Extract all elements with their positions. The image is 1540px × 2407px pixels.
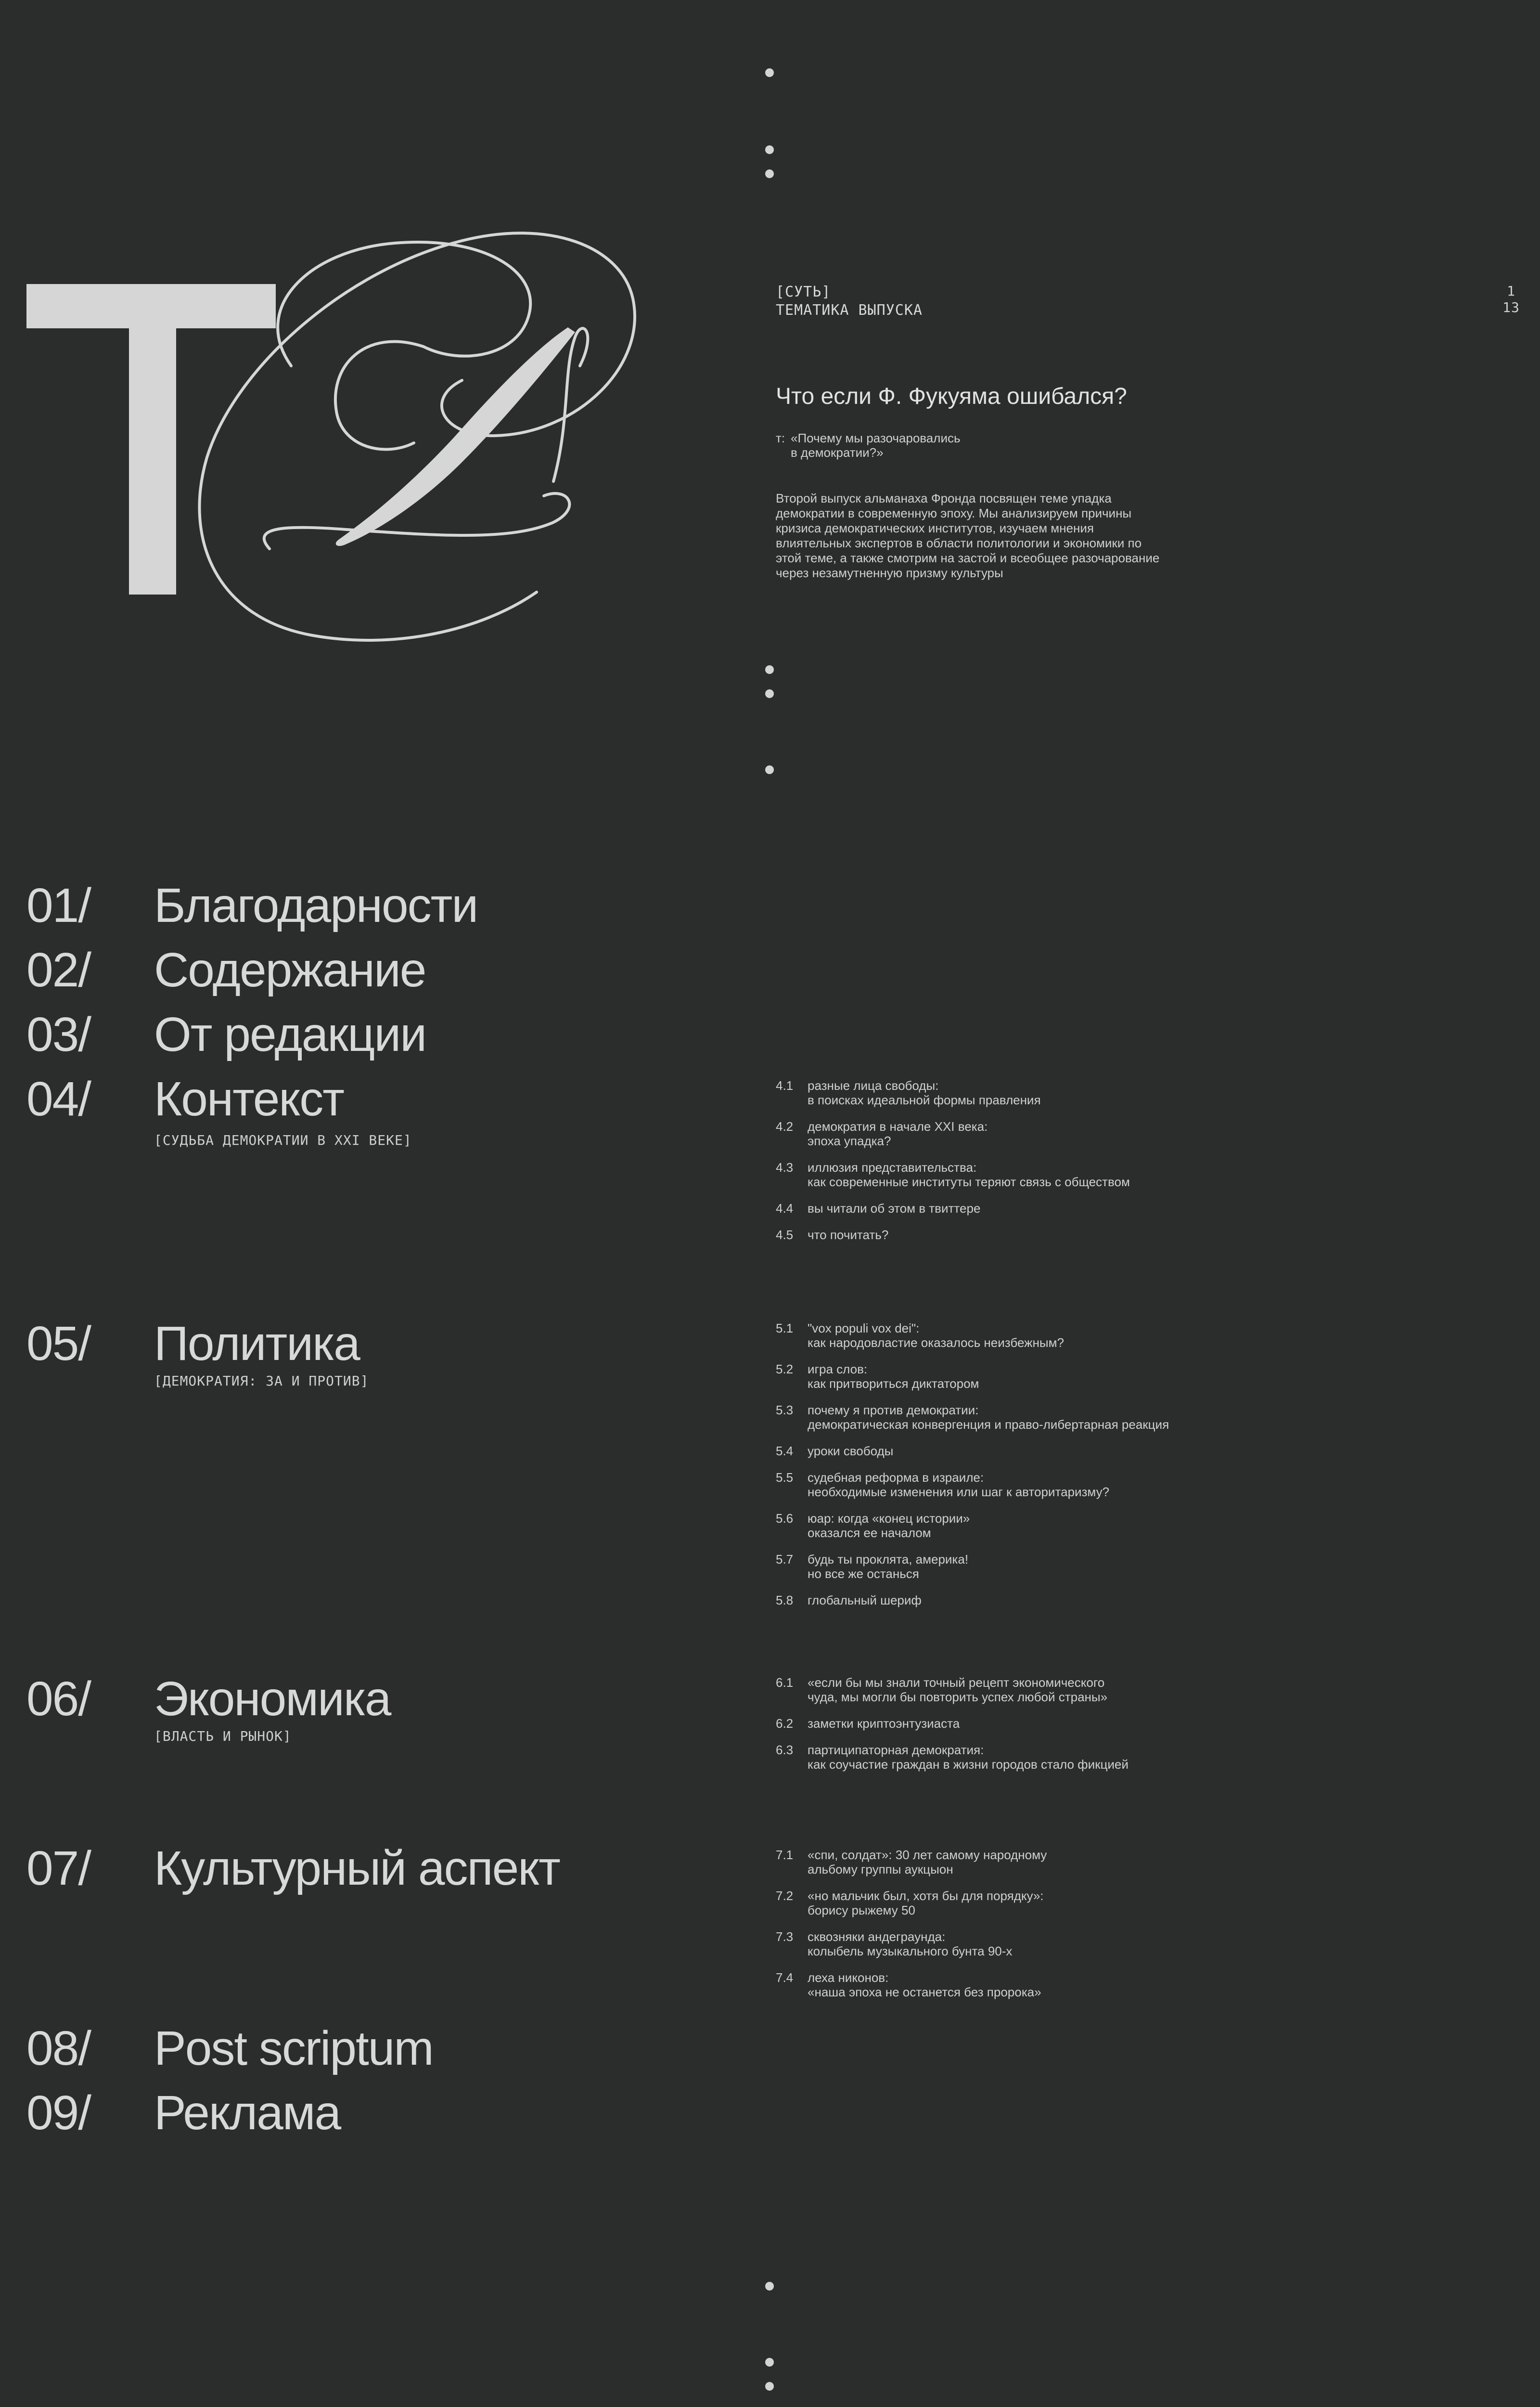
quote-line: в демократии?»: [791, 445, 884, 460]
subsection-number: 7.3: [776, 1929, 794, 1944]
logo-script-monogram: [0, 0, 674, 674]
subsection-item[interactable]: [776, 1470, 1257, 1499]
quote-line: «Почему мы разочаровались: [791, 431, 961, 445]
subsection-title: игра слов: как притвориться диктатором: [808, 1362, 979, 1391]
subsection-number: 5.6: [776, 1511, 794, 1526]
kicker-title: ТЕМАТИКА ВЫПУСКА: [776, 302, 923, 319]
decor-dot: [765, 169, 774, 178]
page-counter: [1492, 283, 1530, 316]
subsection-number: 5.2: [776, 1362, 794, 1376]
subsection-item[interactable]: [776, 1119, 1257, 1148]
subsection-title: глобальный шериф: [808, 1593, 922, 1607]
quote-prefix: т:: [776, 431, 785, 445]
kicker-label: [СУТЬ]: [776, 284, 831, 300]
decor-dot: [765, 2282, 774, 2291]
subsection-item[interactable]: [776, 1444, 1257, 1458]
subsection-title: сквозняки андеграунда: колыбель музыкального бунта 90-х: [808, 1929, 1013, 1958]
subsection-number: 4.2: [776, 1119, 794, 1134]
subsection-item[interactable]: [776, 1552, 1257, 1581]
issue-intro: Второй выпуск альманаха Фронда посвящен теме упадка демократии в современную эпоху. Мы анализируем причины кризиса демократических институтов, изучаем мнения влиятельных экспертов в области политологии и экономики по этой теме, а также смотрим на застой и всеобщее разочарование через незамутненную призму культуры: [776, 491, 1160, 580]
subsection-number: 4.5: [776, 1228, 794, 1242]
toc-title[interactable]: Контекст: [154, 1072, 344, 1126]
subsection-title: вы читали об этом в твиттере: [808, 1201, 981, 1216]
toc-number: 04/: [26, 1072, 91, 1126]
subsection-list-politics: [776, 1321, 1257, 1607]
subsection-number: 7.1: [776, 1848, 794, 1862]
subsection-title: «но мальчик был, хотя бы для порядку»: борису рыжему 50: [808, 1889, 1044, 1917]
subsection-item[interactable]: [776, 1511, 1257, 1540]
toc-title[interactable]: От редакции: [154, 1008, 426, 1061]
decor-dot: [765, 765, 774, 774]
subsection-title: демократия в начале XXI века: эпоха упадка?: [808, 1119, 988, 1148]
subsection-number: 5.4: [776, 1444, 794, 1458]
toc-number: 05/: [26, 1317, 91, 1371]
toc-title[interactable]: Благодарности: [154, 879, 478, 932]
subsection-item[interactable]: [776, 1716, 1257, 1731]
decor-dot: [765, 689, 774, 698]
subsection-title: "vox populi vox dei": как народовластие оказалось неизбежным?: [808, 1321, 1064, 1350]
toc-number: 01/: [26, 879, 91, 932]
toc-number: 02/: [26, 943, 91, 997]
toc-title[interactable]: Post scriptum: [154, 2021, 433, 2075]
subsection-number: 5.7: [776, 1552, 794, 1566]
subsection-list-culture: [776, 1848, 1257, 1999]
subsection-title: партиципаторная демократия: как соучастие граждан в жизни городов стало фикцией: [808, 1743, 1129, 1772]
subsection-title: судебная реформа в израиле: необходимые изменения или шаг к авторитаризму?: [808, 1470, 1110, 1499]
subsection-list-economy: [776, 1675, 1257, 1772]
subsection-title: леха никонов: «наша эпоха не останется без пророка»: [808, 1970, 1041, 1999]
subsection-item[interactable]: [776, 1743, 1257, 1772]
toc-number: 08/: [26, 2021, 91, 2075]
subsection-item[interactable]: [776, 1201, 1257, 1216]
decor-dot: [765, 145, 774, 154]
toc-number: 09/: [26, 2086, 91, 2140]
subsection-item[interactable]: [776, 1593, 1257, 1607]
subsection-title: «если бы мы знали точный рецепт экономического чуда, мы могли бы повторить успех любой страны»: [808, 1675, 1108, 1704]
decor-dot: [765, 68, 774, 77]
subsection-number: 6.1: [776, 1675, 794, 1690]
toc-title[interactable]: Содержание: [154, 943, 426, 997]
toc-title[interactable]: Культурный аспект: [154, 1841, 560, 1895]
toc-subtitle: [СУДЬБА ДЕМОКРАТИИ В XXI ВЕКЕ]: [154, 1132, 412, 1148]
subsection-number: 5.5: [776, 1470, 794, 1485]
subsection-title: «спи, солдат»: 30 лет самому народному альбому группы аукцыон: [808, 1848, 1047, 1876]
subsection-list-context: [776, 1078, 1257, 1242]
subsection-item[interactable]: [776, 1228, 1257, 1242]
subsection-item[interactable]: [776, 1160, 1257, 1189]
subsection-number: 4.1: [776, 1078, 794, 1093]
toc-subtitle: [ВЛАСТЬ И РЫНОК]: [154, 1728, 292, 1744]
subsection-number: 6.3: [776, 1743, 794, 1757]
toc-number: 07/: [26, 1841, 91, 1895]
subsection-item[interactable]: [776, 1362, 1257, 1391]
section-kicker: [776, 283, 923, 320]
subsection-item[interactable]: [776, 1321, 1257, 1350]
subsection-title: заметки криптоэнтузиаста: [808, 1716, 960, 1731]
subsection-title: юар: когда «конец истории» оказался ее началом: [808, 1511, 970, 1540]
subsection-item[interactable]: [776, 1970, 1257, 1999]
issue-quote: [791, 431, 1079, 460]
subsection-number: 6.2: [776, 1716, 794, 1731]
subsection-item[interactable]: [776, 1078, 1257, 1107]
subsection-number: 5.8: [776, 1593, 794, 1607]
subsection-title: иллюзия представительства: как современные институты теряют связь с обществом: [808, 1160, 1130, 1189]
subsection-title: разные лица свободы: в поисках идеальной формы правления: [808, 1078, 1041, 1107]
subsection-number: 5.3: [776, 1403, 794, 1417]
decor-dot: [765, 2358, 774, 2367]
toc-subtitle: [ДЕМОКРАТИЯ: ЗА И ПРОТИВ]: [154, 1373, 369, 1389]
subsection-number: 5.1: [776, 1321, 794, 1335]
subsection-number: 7.2: [776, 1889, 794, 1903]
subsection-number: 7.4: [776, 1970, 794, 1985]
subsection-item[interactable]: [776, 1675, 1257, 1704]
subsection-number: 4.3: [776, 1160, 794, 1175]
decor-dot: [765, 2382, 774, 2391]
toc-number: 03/: [26, 1008, 91, 1061]
subsection-title: уроки свободы: [808, 1444, 894, 1458]
subsection-title: будь ты проклята, америка! но все же останься: [808, 1552, 969, 1581]
subsection-item[interactable]: [776, 1889, 1257, 1917]
subsection-item[interactable]: [776, 1929, 1257, 1958]
subsection-item[interactable]: [776, 1403, 1257, 1432]
subsection-title: что почитать?: [808, 1228, 889, 1242]
toc-title[interactable]: Политика: [154, 1317, 359, 1371]
toc-title[interactable]: Реклама: [154, 2086, 341, 2140]
toc-title[interactable]: Экономика: [154, 1672, 391, 1726]
toc-number: 06/: [26, 1672, 91, 1726]
subsection-title: почему я против демократии: демократическая конвергенция и право-либертарная реакция: [808, 1403, 1169, 1432]
page-current: 1: [1507, 283, 1515, 299]
issue-question: Что если Ф. Фукуяма ошибался?: [776, 384, 1127, 409]
subsection-number: 4.4: [776, 1201, 794, 1216]
decor-dot: [765, 665, 774, 674]
subsection-item[interactable]: [776, 1848, 1257, 1876]
page-total: 13: [1502, 299, 1520, 315]
